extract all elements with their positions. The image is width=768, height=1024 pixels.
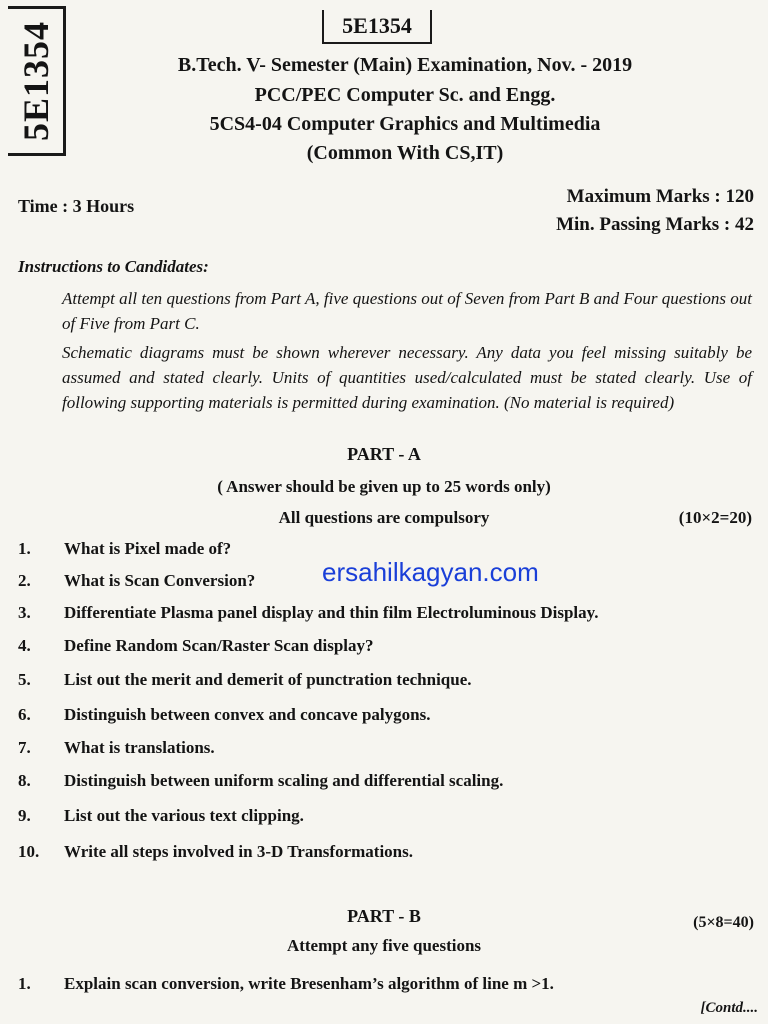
common-with: (Common With CS,IT) [306, 142, 504, 164]
part-a-subtitle: All questions are compulsory [278, 508, 490, 527]
part-a-marks: (10×2=20) [678, 508, 752, 527]
side-paper-code-text: 5E1354 [15, 20, 56, 142]
question-a5: 5. List out the merit and demerit of punctration technique. [18, 670, 472, 689]
question-a3: 3. Differentiate Plasma panel display and thin film Electroluminous Display. [18, 603, 599, 622]
part-b-title: PART - B [347, 906, 421, 926]
part-b-subtitle: Attempt any five questions [286, 936, 482, 955]
top-paper-code: 5E1354 [322, 10, 432, 44]
part-b-marks: (5×8=40) [693, 914, 754, 931]
question-a10: 10. Write all steps involved in 3-D Transformations. [18, 842, 413, 861]
question-a1: 1. What is Pixel made of? [18, 539, 232, 558]
side-paper-code [8, 6, 66, 156]
question-a7: 7. What is translations. [18, 738, 215, 757]
part-a-title: PART - A [347, 444, 421, 464]
program-title: PCC/PEC Computer Sc. and Engg. [254, 84, 556, 106]
question-a6: 6. Distinguish between convex and concave palygons. [18, 705, 431, 724]
question-a8: 8. Distinguish between uniform scaling and differential scaling. [18, 771, 504, 790]
instructions-para-1: Attempt all ten questions from Part A, five questions out of Seven from Part B and Four questions out of Five from Part C. [62, 289, 752, 333]
min-passing-marks: Min. Passing Marks : 42 [556, 214, 754, 235]
subject-title: 5CS4-04 Computer Graphics and Multimedia [209, 113, 601, 135]
watermark-link[interactable]: ersahilkagyan.com [322, 557, 539, 587]
question-a4: 4. Define Random Scan/Raster Scan display? [18, 636, 374, 655]
max-marks: Maximum Marks : 120 [566, 186, 754, 207]
question-b1: 1. Explain scan conversion, write Bresenham’s algorithm of line m >1. [18, 974, 554, 993]
question-a2: 2. What is Scan Conversion? [18, 571, 256, 590]
question-a9: 9. List out the various text clipping. [18, 806, 304, 825]
instructions-para-2: Schematic diagrams must be shown wherever necessary. Any data you feel missing suitably be assumed and stated clearly. Units of quantities used/calculated must be stated clearly. Use of following supporting materials is permitted during examination. (No material is required) [62, 343, 752, 412]
time-label: Time : 3 Hours [18, 196, 135, 216]
instructions-heading: Instructions to Candidates: [18, 257, 209, 276]
part-a-note: ( Answer should be given up to 25 words only) [217, 477, 551, 496]
continued-marker: [Contd.... [700, 1000, 758, 1016]
exam-title: B.Tech. V- Semester (Main) Examination, Nov. - 2019 [177, 54, 633, 76]
